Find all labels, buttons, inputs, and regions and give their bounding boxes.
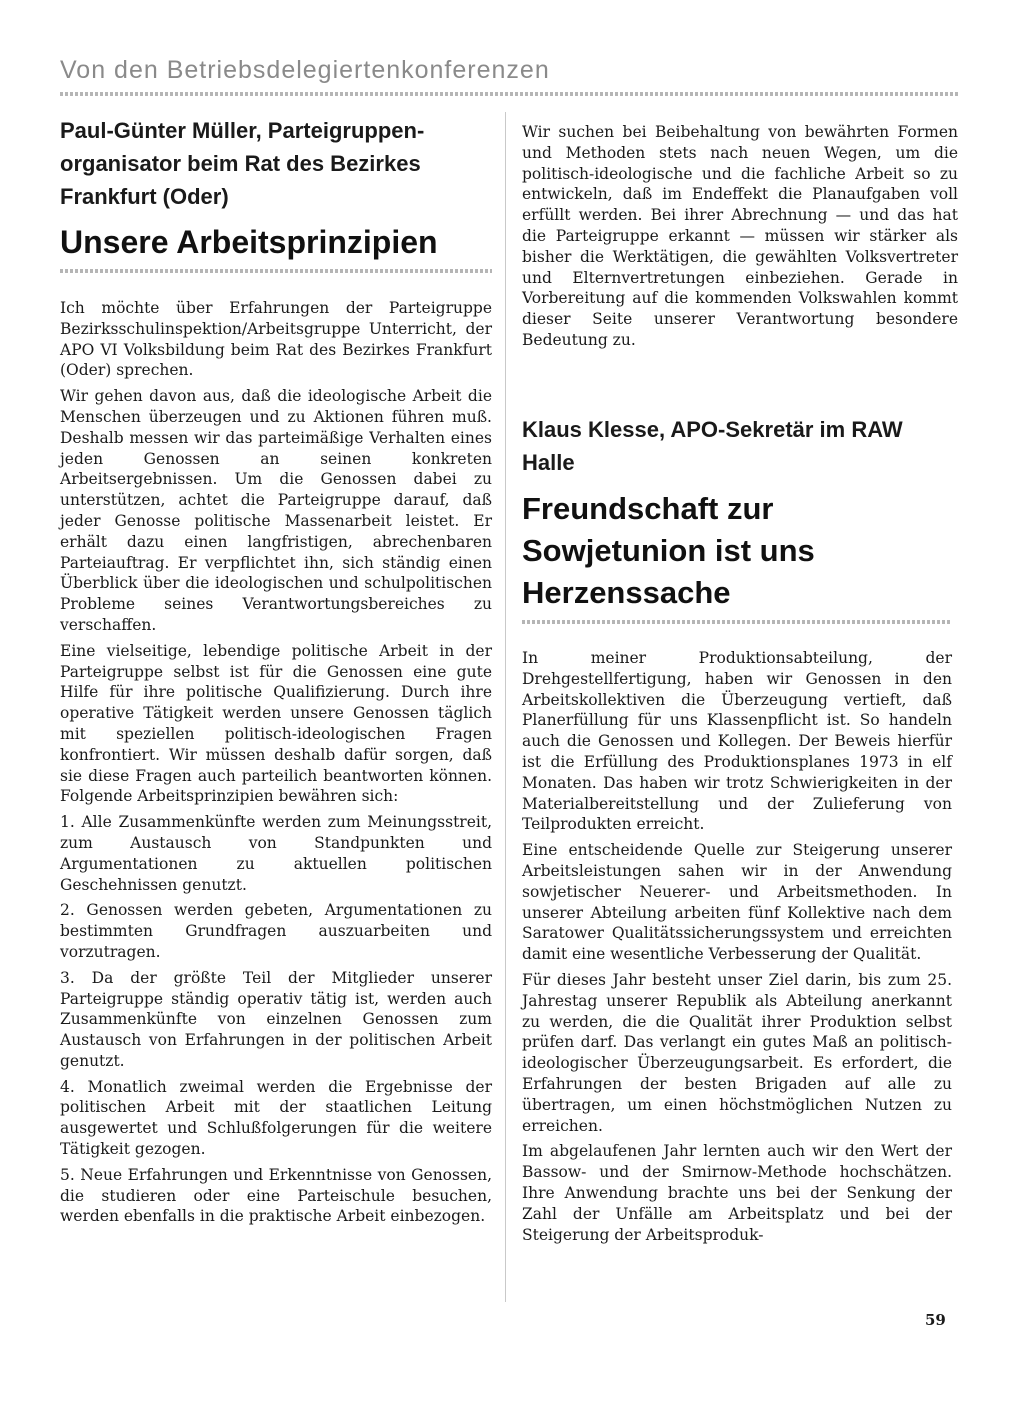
right-article-author: Klaus Klesse, APO-Sekretär im RAW Halle (522, 417, 903, 475)
paragraph: Wir suchen bei Beibehaltung von bewährten Formen und Methoden stets nach neuen Wegen, um die politisch-ideologische und die fachliche Arbeit so zu entwickeln, daß im Endeffekt die Planaufgaben voll erfüllt werden. Bei ihrer Abrechnung — und das hat die Parteigruppe erkannt — müssen wir stärker als bisher die Werktätigen, die gewählten Volksvertreter und Elternvertretungen einbeziehen. Gerade in Vorbereitung auf die kommenden Volkswahlen kommt dieser Seite unserer Verantwortung besondere Bedeutung zu. (522, 123, 958, 349)
list-item: 2. Genossen werden gebeten, Argumentationen zu bestimmten Grundfragen auszuarbeiten und vorzutragen. (60, 901, 492, 961)
paragraph: Ich möchte über Erfahrungen der Parteigruppe Bezirksschulinspektion/Arbeitsgruppe Unterricht, der APO VI Volksbildung beim Rat des Bezirkes Frankfurt (Oder) sprechen. (60, 299, 492, 380)
left-article-headline: Unsere Arbeitsprinzipien (60, 224, 438, 260)
left-article-continuation (522, 122, 958, 356)
right-article-headline: Freundschaft zur Sowjetunion ist uns Herzenssache (522, 491, 815, 610)
list-item: 3. Da der größte Teil der Mitglieder unserer Parteigruppe ständig operativ tätig ist, werden auch Zusammenkünfte von einzelnen Genossen zum Austausch von Erfahrungen in der politischen Arbeit genutzt. (60, 968, 492, 1070)
list-item: 5. Neue Erfahrungen und Erkenntnisse von Genossen, die studieren oder eine Parteischule besuchen, werden ebenfalls in die praktische Arbeit einbezogen. (60, 1165, 492, 1226)
paragraph: In meiner Produktionsabteilung, der Drehgestellfertigung, haben wir Genossen in den Arbeitskollektiven die Überzeugung vertieft, daß Planerfüllung für uns Klassenpflicht ist. So handeln auch die Genossen und Kollegen. Der Beweis hierfür ist die Erfüllung des Produktionsplanes 1973 in elf Monaten. Das haben wir trotz Schwierigkeiten in der Materialbereitstellung und der Zulieferung von Teilprodukten erreicht. (522, 649, 952, 834)
left-article-body (60, 298, 492, 1232)
column-divider (505, 112, 506, 1302)
paragraph: Eine vielseitige, lebendige politische Arbeit in der Parteigruppe selbst ist für die Genossen eine gute Hilfe für ihre politische Qualifizierung. Durch ihre operative Tätigkeit werden unsere Genossen täglich mit speziellen politisch-ideologischen Fragen konfrontiert. Wir müssen deshalb dafür sorgen, daß sie diese Fragen auch parteilich beantworten können. Folgende Arbeitsprinzipien bewähren sich: (60, 641, 492, 806)
page-number: 59 (925, 1311, 946, 1329)
paragraph: Eine entscheidende Quelle zur Steigerung unserer Arbeitsleistungen sahen wir in der Anwendung sowjetischer Neuerer- und Arbeitsmethoden. In unserer Abteilung arbeiten fünf Kollektive nach dem Saratower Qualitätssicherungssystem und erreichten damit eine wesentliche Verbesserung der Qualität. (522, 841, 952, 964)
left-headline-divider (60, 269, 492, 273)
paragraph: Im abgelaufenen Jahr lernten auch wir den Wert der Bassow- und der Smirnow-Methode hochschätzen. Ihre Anwendung brachte uns bei der Senkung der Zahl der Unfälle am Arbeitsplatz und bei der Steigerung der Arbeitsproduk- (522, 1142, 952, 1244)
right-headline-divider (522, 620, 952, 624)
list-item: 4. Monatlich zweimal werden die Ergebnisse der politischen Arbeit mit der staatlichen Leitung ausgewertet und Schlußfolgerungen für die weitere Tätigkeit gezogen. (60, 1077, 492, 1159)
section-kicker: Von den Betriebsdelegiertenkonferenzen (60, 56, 550, 84)
left-article-author: Paul-Günter Müller, Parteigruppen-organisator beim Rat des Bezirkes Frankfurt (Oder) (60, 118, 425, 209)
right-article-body (522, 648, 952, 1250)
paragraph: Wir gehen davon aus, daß die ideologische Arbeit die Menschen überzeugen und zu Aktionen führen muß. Deshalb messen wir das parteimäßige Verhalten eines jeden Genossen an seinen konkreten Arbeitsergebnissen. Um die Genossen dabei zu unterstützen, achtet die Parteigruppe darauf, daß jeder Genosse politische Massenarbeit leistet. Er erhält dazu einen langfristigen, abrechenbaren Parteiauftrag. Er verpflichtet ihn, sich ständig einen Überblick über die ideologischen und schulpolitischen Probleme seines Verantwortungsbereiches zu verschaffen. (60, 387, 492, 634)
paragraph: Für dieses Jahr besteht unser Ziel darin, bis zum 25. Jahrestag unserer Republik als Abteilung anerkannt zu werden, die die Qualität ihrer Produktion selbst prüfen darf. Das verlangt ein gutes Maß an politisch-ideologischer Überzeugungsarbeit. Es erfordert, die Erfahrungen der besten Brigaden auf alle zu übertragen, um einen höchstmöglichen Nutzen zu erreichen. (522, 970, 952, 1135)
top-divider (60, 92, 960, 96)
list-item: 1. Alle Zusammenkünfte werden zum Meinungsstreit, zum Austausch von Standpunkten und Argumentationen zu aktuellen politischen Geschehnissen genutzt. (60, 813, 492, 894)
